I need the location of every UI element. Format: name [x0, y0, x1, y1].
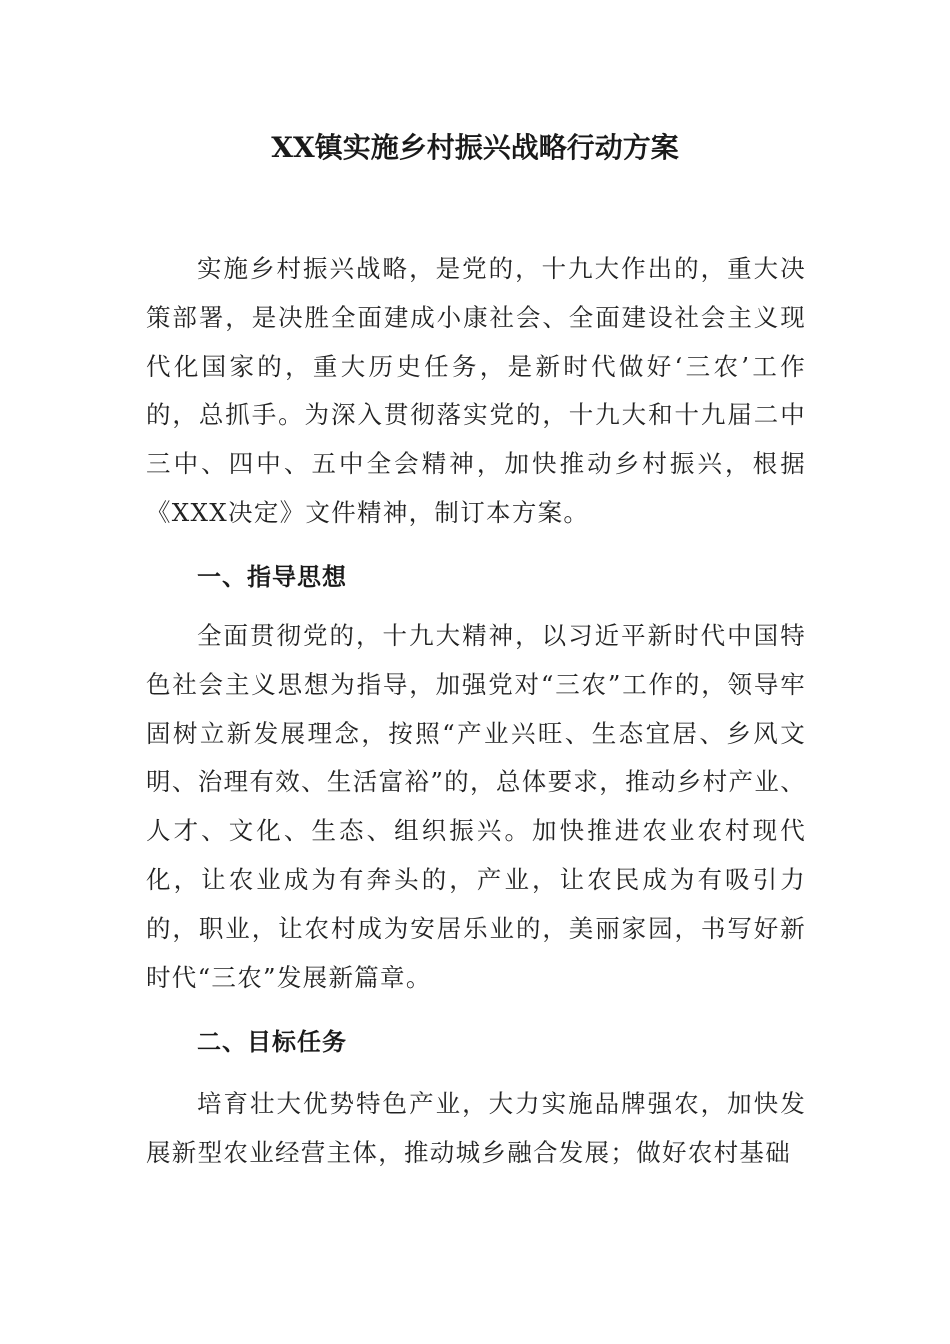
section-paragraph-goals-tasks: 培育壮大优势特色产业，大力实施品牌强农，加快发展新型农业经营主体，推动城乡融合发展；做好农村基础 [146, 1089, 806, 1167]
document-title: XX镇实施乡村振兴战略行动方案 [271, 131, 679, 164]
section-heading-guiding-ideology: 一、指导思想 [197, 563, 347, 591]
intro-paragraph: 实施乡村振兴战略，是党的，十九大作出的，重大决策部署，是决胜全面建成小康社会、全面建设社会主义现代化国家的，重大历史任务，是新时代做好‘三农’工作的，总抓手。为深入贯彻落实党的，十九大和十九届二中三中、四中、五中全会精神，加快推动乡村振兴，根据《XXX决定》文件精神，制订本方案。 [146, 254, 806, 527]
section-heading-goals-tasks: 二、目标任务 [197, 1028, 347, 1056]
section-paragraph-guiding-ideology: 全面贯彻党的，十九大精神，以习近平新时代中国特色社会主义思想为指导，加强党对“三农”工作的，领导牢固树立新发展理念，按照“产业兴旺、生态宜居、乡风文明、治理有效、生活富裕”的，总体要求，推动乡村产业、人才、文化、生态、组织振兴。加快推进农业农村现代化，让农业成为有奔头的，产业，让农民成为有吸引力的，职业，让农村成为安居乐业的，美丽家园，书写好新时代“三农”发展新篇章。 [146, 621, 806, 992]
